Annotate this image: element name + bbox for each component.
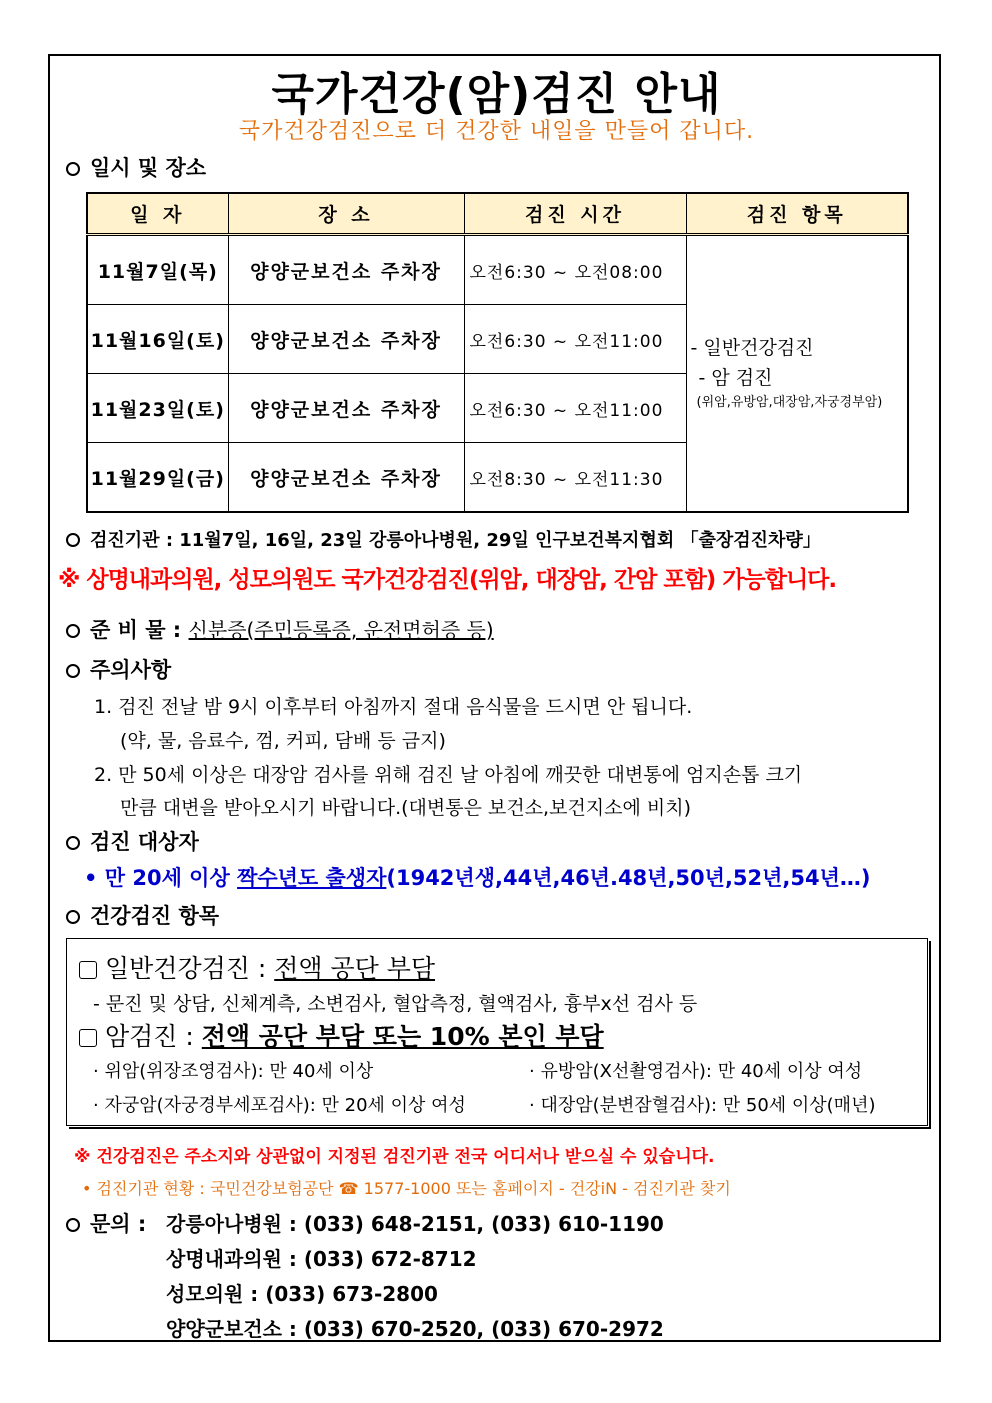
circle-bullet-icon xyxy=(66,1218,80,1232)
contact-label: 문의 : xyxy=(90,1212,147,1236)
row-place: 양양군보건소 주차장 xyxy=(228,443,464,513)
contact-2: 상명내과의원 : (033) 672-8712 xyxy=(166,1247,477,1271)
target-line xyxy=(84,862,871,892)
checkbox-icon xyxy=(79,1029,97,1047)
row-time: 오전6:30 ~ 오전11:00 xyxy=(464,374,686,443)
target-prefix: 만 20세 이상 xyxy=(104,866,230,890)
circle-bullet-icon xyxy=(66,624,80,638)
table-row xyxy=(87,235,908,305)
exam-items-cell xyxy=(686,235,908,513)
notice-line: ※ 상명내과의원, 성모의원도 국가건강검진(위암, 대장암, 간암 포함) 가능합니다. xyxy=(58,567,837,593)
section-label: 건강검진 항목 xyxy=(90,904,220,928)
column-header-items: 검진 항목 xyxy=(686,193,908,235)
column-header-date: 일 자 xyxy=(87,193,228,235)
contact-3: 성모의원 : (033) 673-2800 xyxy=(166,1282,438,1306)
general-exam-value: 전액 공단 부담 xyxy=(274,954,436,983)
row-date: 11월29일(금) xyxy=(87,443,228,513)
circle-bullet-icon xyxy=(66,910,80,924)
cancer-exam-label: 암검진 : xyxy=(105,1022,194,1051)
circle-bullet-icon xyxy=(66,664,80,678)
target-heading xyxy=(66,826,199,856)
prep-line xyxy=(66,614,494,644)
cancer-item-stomach: · 위암(위장조영검사): 만 40세 이상 xyxy=(93,1061,374,1082)
row-place: 양양군보건소 주차장 xyxy=(228,305,464,374)
contact-4: 양양군보건소 : (033) 670-2520, (033) 670-2972 xyxy=(166,1317,664,1341)
circle-bullet-icon xyxy=(66,836,80,850)
column-header-place: 장 소 xyxy=(228,193,464,235)
page-subtitle: 국가건강검진으로 더 건강한 내일을 만들어 갑니다. xyxy=(238,119,755,144)
caution-heading xyxy=(66,654,171,684)
row-time: 오전6:30 ~ 오전08:00 xyxy=(464,235,686,305)
general-exam-label: 일반건강검진 : xyxy=(105,954,267,983)
row-date: 11월16일(토) xyxy=(87,305,228,374)
contact-heading xyxy=(66,1208,146,1238)
cancer-item-cervical: · 자궁암(자궁경부세포검사): 만 20세 이상 여성 xyxy=(93,1095,466,1116)
cancer-item-breast: · 유방암(X선촬영검사): 만 40세 이상 여성 xyxy=(529,1061,863,1082)
anywhere-notice: ※ 건강검진은 주소지와 상관없이 지정된 검진기관 전국 어디서나 받으실 수 있습니다. xyxy=(74,1147,715,1167)
table-header-row xyxy=(87,193,908,235)
column-header-time: 검진 시간 xyxy=(464,193,686,235)
row-date: 11월23일(토) xyxy=(87,374,228,443)
row-time: 오전6:30 ~ 오전11:00 xyxy=(464,305,686,374)
caution-line-3: 2. 만 50세 이상은 대장암 검사를 위해 검진 날 아침에 깨끗한 대변통에 엄지손톱 크기 xyxy=(94,764,803,786)
circle-bullet-icon xyxy=(66,533,80,547)
institution-status: • 검진기관 현황 : 국민건강보험공단 ☎ 1577-1000 또는 홈페이지 - 건강iN - 검진기관 찾기 xyxy=(82,1179,731,1198)
section-label: 일시 및 장소 xyxy=(90,156,207,180)
prep-value: 신분증(주민등록증, 운전면허증 등) xyxy=(188,618,494,642)
contact-1: 강릉아나병원 : (033) 648-2151, (033) 610-1190 xyxy=(166,1212,664,1236)
row-date: 11월7일(목) xyxy=(87,235,228,305)
document-frame xyxy=(48,54,941,1342)
caution-line-2: (약, 물, 음료수, 껌, 커피, 담배 등 금지) xyxy=(120,730,446,752)
section-schedule-heading xyxy=(66,152,206,182)
caution-line-1: 1. 검진 전날 밤 9시 이후부터 아침까지 절대 음식물을 드시면 안 됩니다. xyxy=(94,696,693,718)
section-label: 검진 대상자 xyxy=(90,830,199,854)
exam-items-heading xyxy=(66,900,219,930)
row-place: 양양군보건소 주차장 xyxy=(228,374,464,443)
circle-bullet-icon xyxy=(66,162,80,176)
row-time: 오전8:30 ~ 오전11:30 xyxy=(464,443,686,513)
items-general: - 일반건강검진 xyxy=(690,336,814,359)
items-cancer: - 암 검진 xyxy=(698,367,773,390)
cancer-exam-value: 전액 공단 부담 또는 10% 본인 부담 xyxy=(201,1022,604,1051)
target-suffix: (1942년생,44년,46년.48년,50년,52년,54년…) xyxy=(386,866,871,890)
exam-items-box xyxy=(66,938,928,1126)
institution-line xyxy=(66,526,821,552)
row-place: 양양군보건소 주차장 xyxy=(228,235,464,305)
cancer-item-colon: · 대장암(분변잠혈검사): 만 50세 이상(매년) xyxy=(529,1095,876,1116)
section-label: 주의사항 xyxy=(90,658,172,682)
target-bullet: • xyxy=(84,866,98,890)
general-exam-detail: - 문진 및 상담, 신체계측, 소변검사, 혈압측정, 혈액검사, 흉부x선 검사 등 xyxy=(93,993,698,1015)
page-title: 국가건강(암)검진 안내 xyxy=(271,69,722,120)
items-cancer-detail: (위암,유방암,대장암,자궁경부암) xyxy=(696,395,883,411)
caution-line-4: 만큼 대변을 받아오시기 바랍니다.(대변통은 보건소,보건지소에 비치) xyxy=(120,797,692,819)
general-exam-line xyxy=(79,949,435,985)
schedule-table xyxy=(86,192,909,513)
institution-text: 검진기관 : 11월7일, 16일, 23일 강릉아나병원, 29일 인구보건복지협회 「출장검진차량」 xyxy=(90,530,821,551)
target-underlined: 짝수년도 출생자 xyxy=(237,866,387,890)
prep-label: 준 비 물 : xyxy=(90,618,182,642)
checkbox-icon xyxy=(79,961,97,979)
cancer-exam-line xyxy=(79,1017,604,1053)
